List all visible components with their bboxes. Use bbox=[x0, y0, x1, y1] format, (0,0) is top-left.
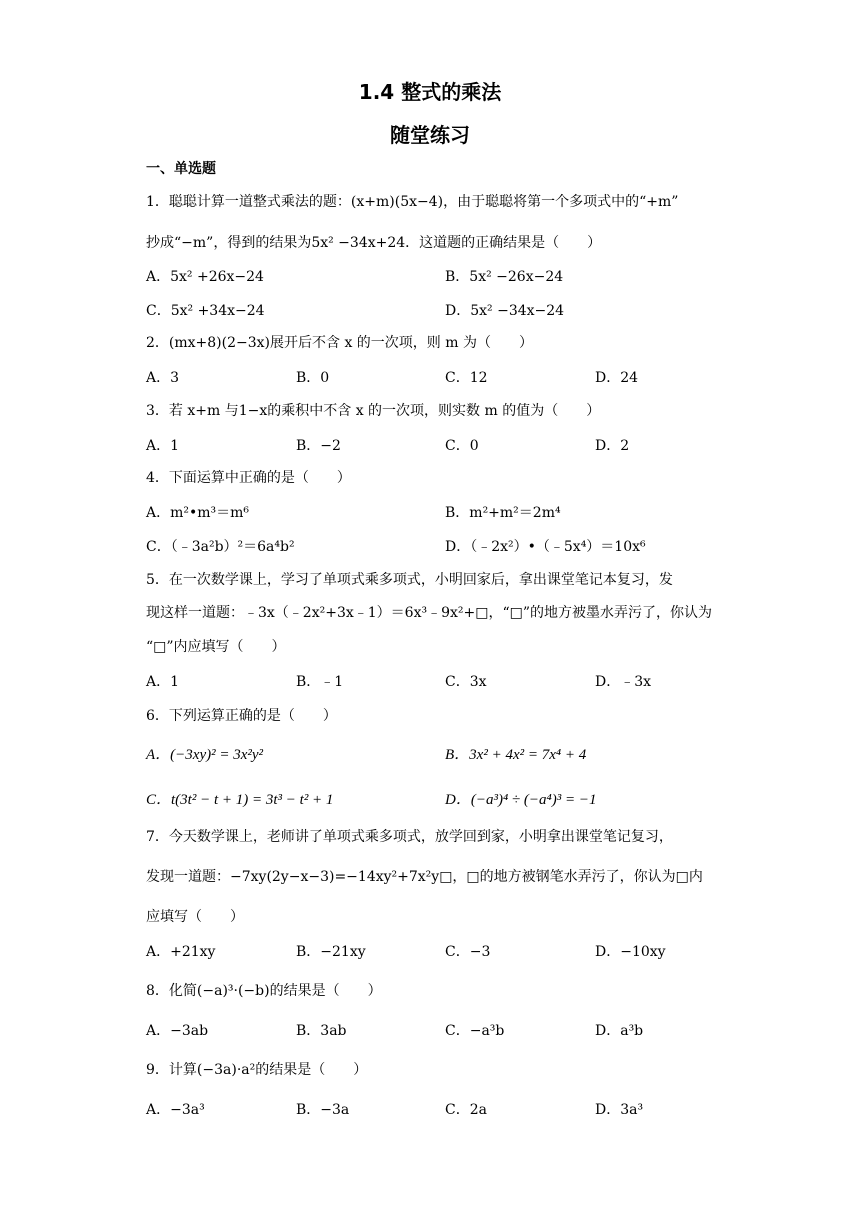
question-4-line-1: 4．下面运算中正确的是（ ） bbox=[146, 470, 351, 486]
question-9-option-c: C．2a bbox=[445, 1102, 487, 1118]
question-1-line-2: 抄成“−m”，得到的结果为5x² −34x+24．这道题的正确结果是（ ） bbox=[146, 235, 602, 251]
question-5-line-3: “□”内应填写（ ） bbox=[146, 639, 286, 655]
question-3-line-1: 3．若 x+m 与1−x的乘积中不含 x 的一次项，则实数 m 的值为（ ） bbox=[146, 403, 601, 419]
question-1-option-a: A．5x² +26x−24 bbox=[146, 269, 264, 285]
question-5-option-a: A．1 bbox=[146, 674, 180, 690]
question-6-option-c: C．t(3t² − t + 1) = 3t³ − t² + 1 bbox=[146, 792, 334, 808]
question-1-option-c: C．5x² +34x−24 bbox=[146, 303, 265, 319]
question-1-option-d: D．5x² −34x−24 bbox=[445, 303, 565, 319]
question-3-option-b: B．−2 bbox=[296, 438, 341, 454]
question-7-option-b: B．−21xy bbox=[296, 944, 366, 960]
question-7-line-1: 7．今天数学课上，老师讲了单项式乘多项式，放学回到家，小明拿出课堂笔记复习， bbox=[146, 829, 673, 845]
question-6-option-b: B．3x² + 4x² = 7x⁴ + 4 bbox=[445, 747, 587, 763]
question-7-option-c: C．−3 bbox=[445, 944, 491, 960]
question-9-option-a: A．−3a³ bbox=[146, 1102, 205, 1118]
question-7-option-d: D．−10xy bbox=[595, 944, 666, 960]
question-1-option-b: B．5x² −26x−24 bbox=[445, 269, 564, 285]
question-4-option-b: B．m²+m²＝2m⁴ bbox=[445, 505, 561, 521]
question-4-option-a: A．m²•m³＝m⁶ bbox=[146, 505, 250, 521]
document-subtitle: 随堂练习 bbox=[390, 123, 470, 147]
question-2-line-1: 2．(mx+8)(2−3x)展开后不含 x 的一次项，则 m 为（ ） bbox=[146, 335, 533, 351]
question-4-option-c: C．（﹣3a²b）²＝6a⁴b² bbox=[146, 539, 295, 555]
question-2-option-a: A．3 bbox=[146, 370, 180, 386]
question-7-line-2: 发现一道题：−7xy(2y−x−3)=−14xy²+7x²y□，□的地方被钢笔水弄污了，你认为□内 bbox=[146, 869, 703, 885]
question-8-option-c: C．−a³b bbox=[445, 1023, 505, 1039]
question-5-option-b: B．﹣1 bbox=[296, 674, 344, 690]
question-7-line-3: 应填写（ ） bbox=[146, 909, 244, 925]
question-9-option-d: D．3a³ bbox=[595, 1102, 644, 1118]
question-2-option-c: C．12 bbox=[445, 370, 488, 386]
question-5-line-2: 现这样一道题：﹣3x（﹣2x²+3x﹣1）＝6x³﹣9x²+□，“□”的地方被墨水弄污了，你认为 bbox=[146, 605, 712, 621]
question-2-option-d: D．24 bbox=[595, 370, 639, 386]
question-4-option-d: D．（﹣2x²）•（﹣5x⁴）＝10x⁶ bbox=[445, 539, 646, 555]
question-5-option-d: D．﹣3x bbox=[595, 674, 652, 690]
question-8-option-b: B．3ab bbox=[296, 1023, 347, 1039]
question-6-option-a: A．(−3xy)² = 3x²y² bbox=[146, 747, 264, 763]
question-9-option-b: B．−3a bbox=[296, 1102, 350, 1118]
question-1-line-1: 1．聪聪计算一道整式乘法的题：(x+m)(5x−4)，由于聪聪将第一个多项式中的“+m” bbox=[146, 194, 679, 210]
question-3-option-a: A．1 bbox=[146, 438, 180, 454]
question-6-line-1: 6．下列运算正确的是（ ） bbox=[146, 708, 337, 724]
question-2-option-b: B．0 bbox=[296, 370, 330, 386]
section-heading: 一、单选题 bbox=[146, 161, 216, 177]
question-7-option-a: A．+21xy bbox=[146, 944, 216, 960]
question-3-option-d: D．2 bbox=[595, 438, 630, 454]
question-9-line-1: 9．计算(−3a)·a²的结果是（ ） bbox=[146, 1062, 368, 1078]
question-6-option-d: D．(−a³)⁴ ÷ (−a⁴)³ = −1 bbox=[445, 792, 597, 808]
question-5-option-c: C．3x bbox=[445, 674, 487, 690]
document-title: 1.4 整式的乘法 bbox=[358, 80, 502, 104]
question-8-option-a: A．−3ab bbox=[146, 1023, 209, 1039]
question-5-line-1: 5．在一次数学课上，学习了单项式乘多项式，小明回家后，拿出课堂笔记本复习，发 bbox=[146, 572, 673, 588]
question-8-line-1: 8．化简(−a)³·(−b)的结果是（ ） bbox=[146, 983, 382, 999]
question-3-option-c: C．0 bbox=[445, 438, 479, 454]
question-8-option-d: D．a³b bbox=[595, 1023, 644, 1039]
